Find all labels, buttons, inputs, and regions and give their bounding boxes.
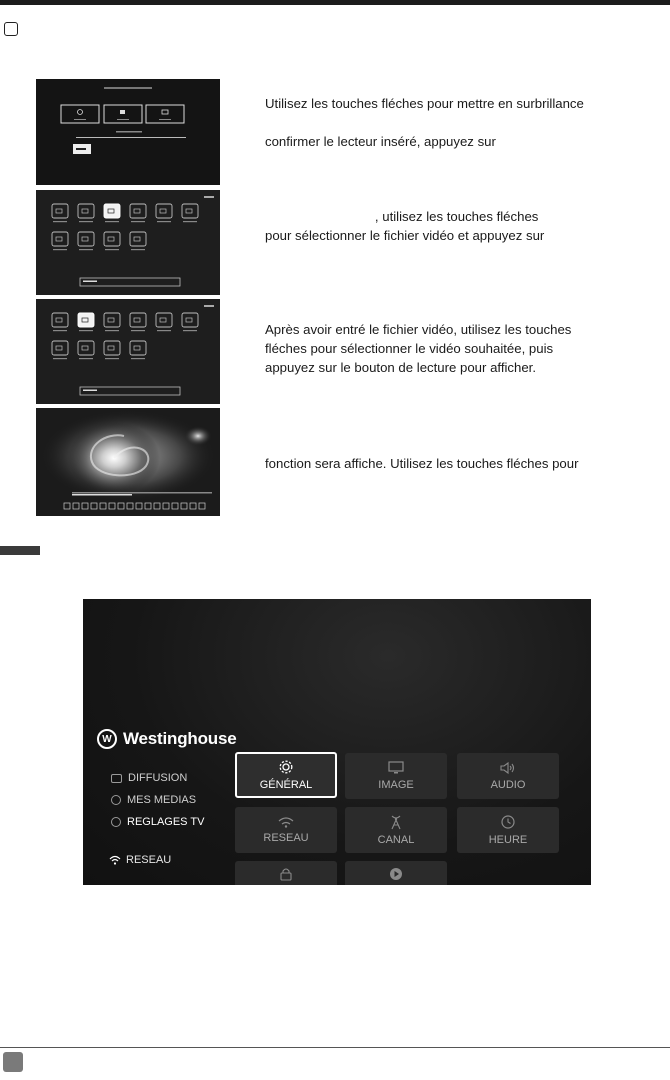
step-4-text — [265, 454, 579, 473]
step-2-line-2: pour sélectionner le fichier vidéo et appuyez sur — [265, 228, 545, 243]
sidebar-menu — [111, 767, 204, 833]
bottom-rule — [0, 1047, 670, 1048]
westinghouse-logo-icon: W — [97, 729, 117, 749]
step-2-text — [265, 207, 544, 245]
step-2-line-1: , utilisez les touches fléches — [265, 209, 539, 224]
top-rule — [0, 0, 670, 5]
step-1-line-1: Utilisez les touches fléches pour mettre en surbrillance — [265, 96, 584, 111]
clock-icon — [500, 814, 516, 830]
tile-heure[interactable] — [457, 807, 559, 853]
step-3-line-3: appuyez sur le bouton de lecture pour afficher. — [265, 360, 537, 375]
page-number-box — [3, 1052, 23, 1072]
step-3-text — [265, 320, 571, 377]
thumbnail-video-playback — [36, 408, 220, 516]
tile-label: HEURE — [488, 834, 528, 846]
tile-label: CANAL — [377, 834, 415, 846]
antenna-icon — [388, 814, 404, 830]
brand — [97, 729, 236, 749]
brand-name: Westinghouse — [123, 729, 237, 748]
thumbnail-usb-select — [36, 79, 220, 185]
tile-label: GÉNÉRAL — [259, 779, 313, 791]
step-1-text — [265, 94, 584, 151]
checkbox-icon — [4, 22, 18, 36]
tile-general[interactable] — [235, 752, 337, 798]
tile-label: IMAGE — [378, 779, 414, 791]
section-tab — [0, 546, 40, 555]
sidebar-item-mes-medias[interactable] — [111, 789, 204, 811]
step-3-line-1: Après avoir entré le fichier vidéo, utilisez les touches — [265, 322, 572, 337]
settings-icon — [111, 817, 121, 827]
sidebar-item-label: MES MEDIAS — [127, 794, 197, 806]
monitor-icon — [388, 761, 404, 775]
thumbnail-video-folder — [36, 190, 220, 295]
sidebar-item-reglages-tv[interactable] — [111, 811, 204, 833]
play-icon — [389, 867, 403, 881]
network-status — [109, 854, 171, 866]
tv-icon — [111, 774, 122, 783]
network-label: RESEAU — [126, 854, 172, 866]
step-1-line-3: confirmer le lecteur inséré, appuyez sur — [265, 134, 496, 149]
sidebar-item-diffusion[interactable] — [111, 767, 204, 789]
tile-audio[interactable] — [457, 753, 559, 799]
tile-lock[interactable] — [235, 861, 337, 885]
wifi-icon — [278, 816, 294, 828]
tile-reseau[interactable] — [235, 807, 337, 853]
tile-label: AUDIO — [490, 779, 526, 791]
tile-label: RESEAU — [263, 832, 309, 844]
tile-canal[interactable] — [345, 807, 447, 853]
lock-icon — [279, 867, 293, 881]
speaker-icon — [499, 761, 517, 775]
wifi-icon — [109, 855, 121, 865]
gear-icon — [278, 759, 294, 775]
step-4-line-1: fonction sera affiche. Utilisez les touches fléches pour — [265, 456, 579, 471]
tile-play[interactable] — [345, 861, 447, 885]
tv-settings-screen — [83, 599, 591, 885]
tile-image[interactable] — [345, 753, 447, 799]
media-icon — [111, 795, 121, 805]
thumbnail-video-files — [36, 299, 220, 404]
sidebar-item-label: DIFFUSION — [128, 772, 188, 784]
step-3-line-2: fléches pour sélectionner le vidéo souhaitée, puis — [265, 341, 554, 356]
sidebar-item-label: REGLAGES TV — [127, 816, 205, 828]
